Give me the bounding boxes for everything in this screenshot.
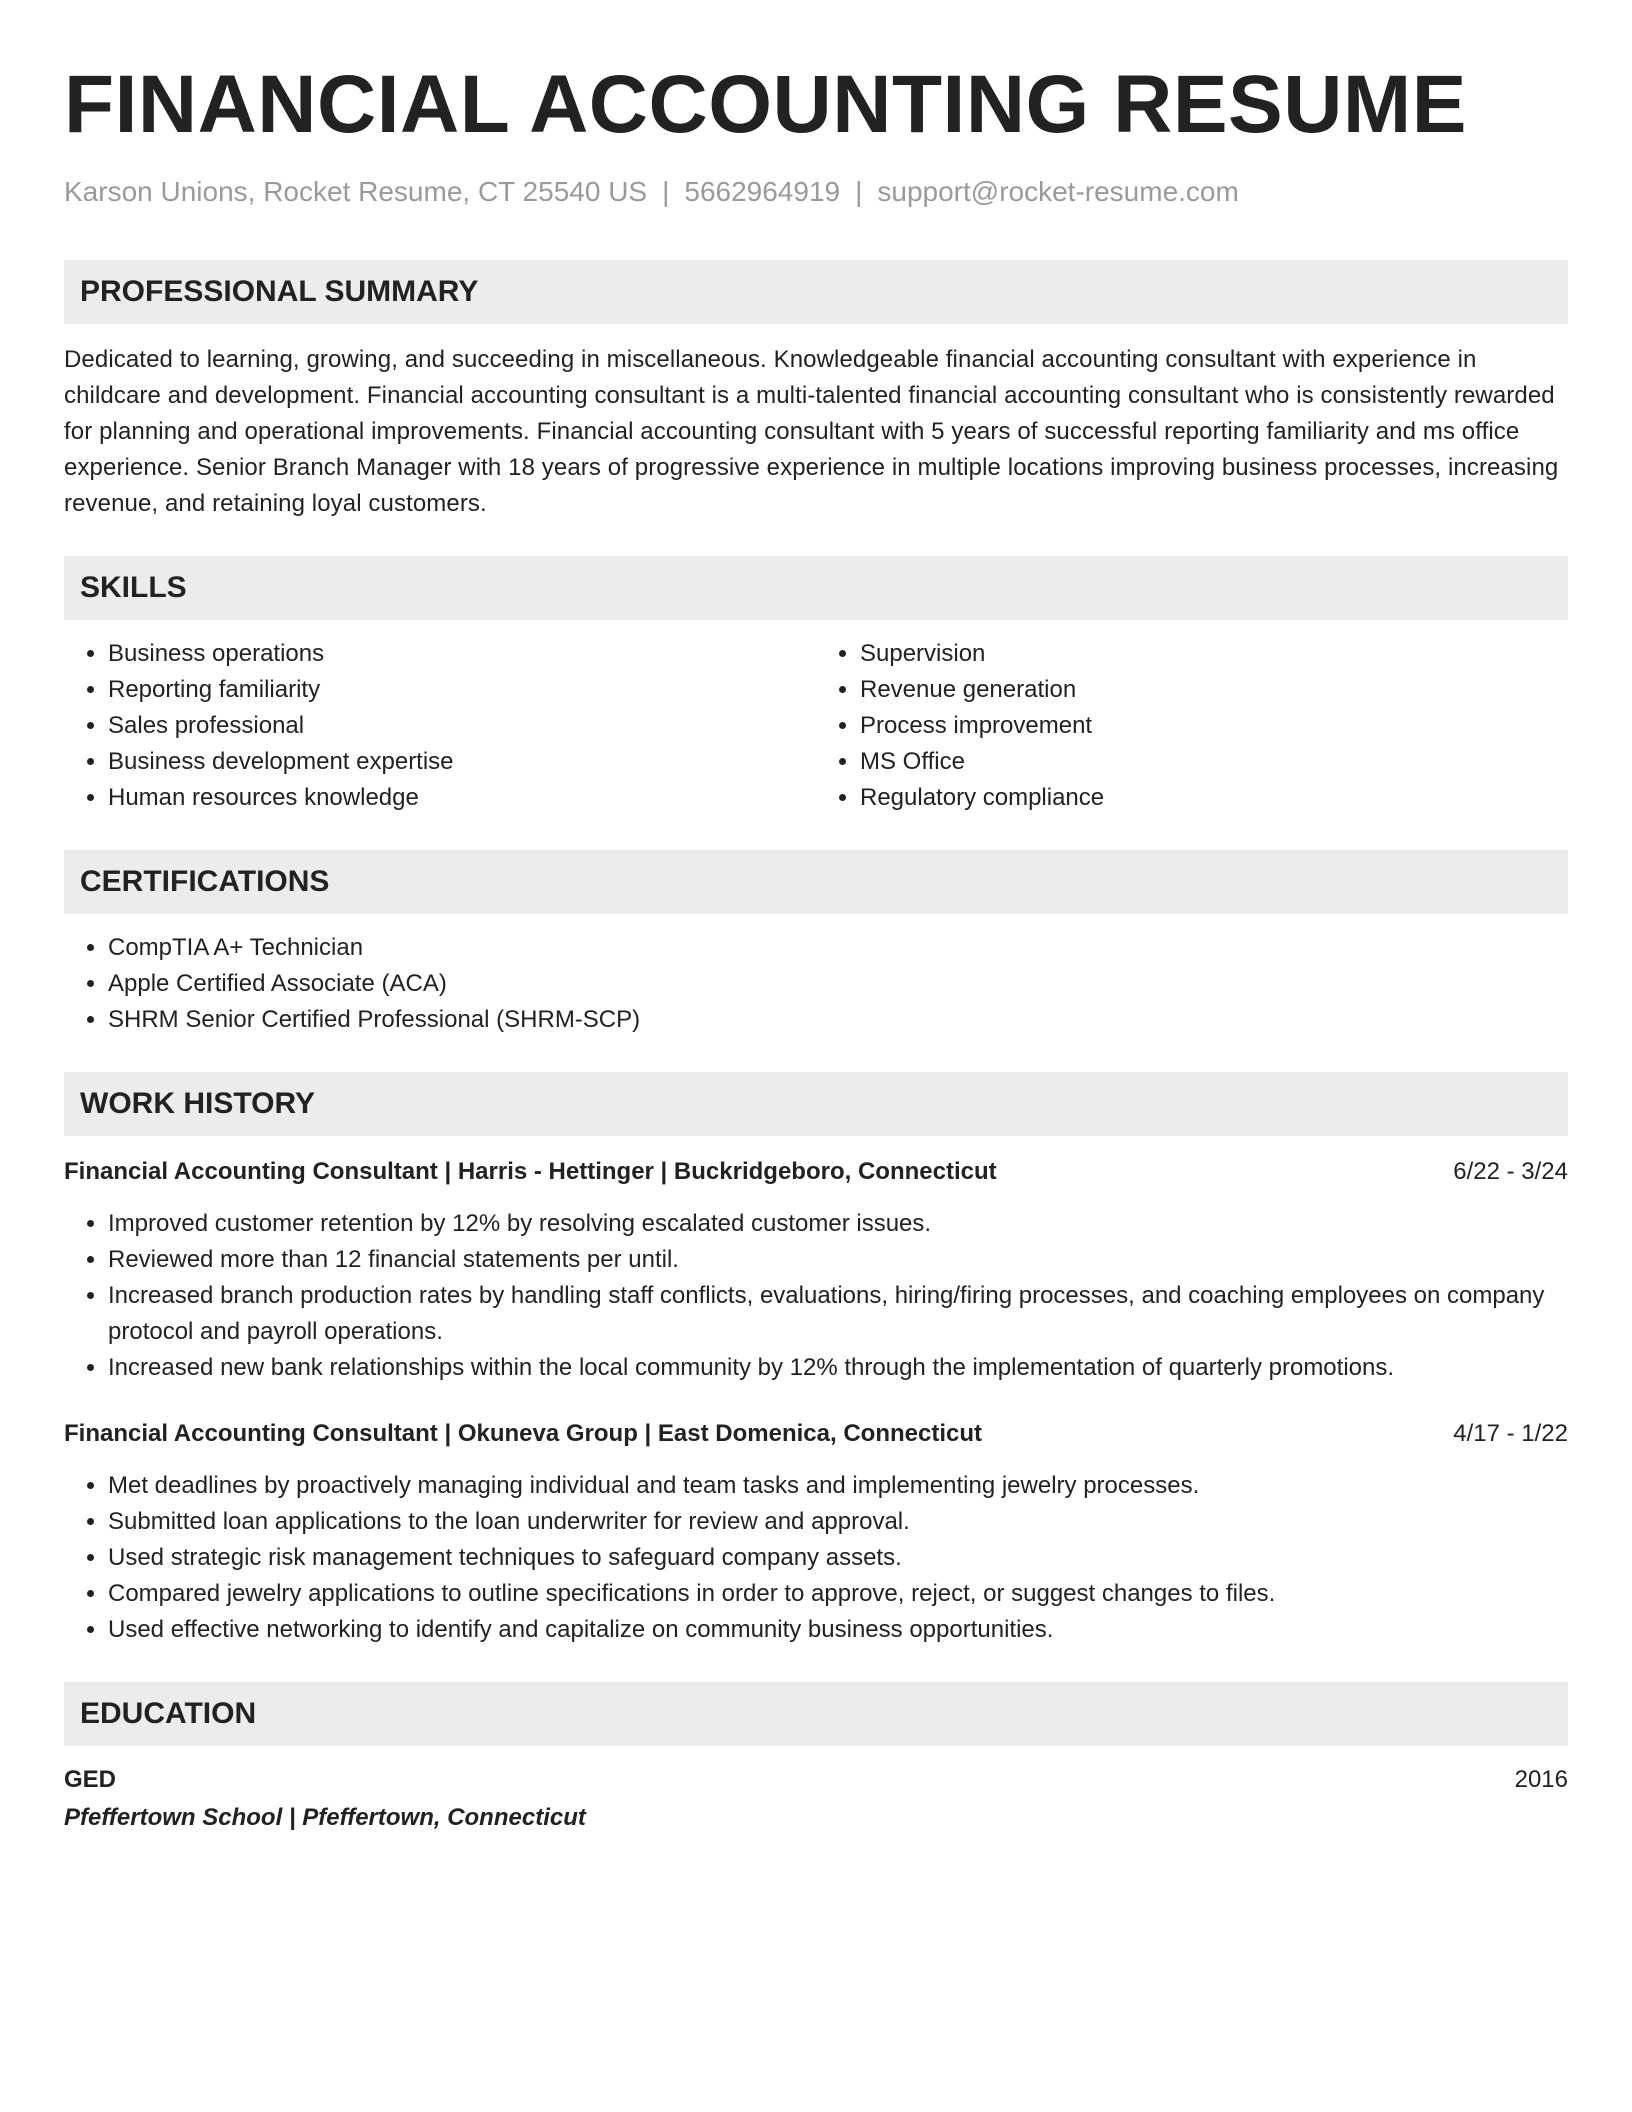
job-header <box>64 1416 1568 1452</box>
certifications-list <box>64 930 1568 1038</box>
section-heading-summary: PROFESSIONAL SUMMARY <box>64 260 1568 324</box>
section-heading-certifications: CERTIFICATIONS <box>64 850 1568 914</box>
education-school: Pfeffertown School | Pfeffertown, Connecticut <box>64 1804 586 1831</box>
skills-columns <box>64 620 1568 816</box>
certification-item: • SHRM Senior Certified Professional (SHRM-SCP) <box>108 1002 1568 1038</box>
skill-item: • Supervision <box>860 636 1568 672</box>
education-row <box>64 1762 1568 1798</box>
skill-item: • Revenue generation <box>860 672 1568 708</box>
job-bullet: • Used effective networking to identify and capitalize on community business opportunities. <box>108 1612 1568 1648</box>
section-heading-work-history: WORK HISTORY <box>64 1072 1568 1136</box>
skill-item: • Business development expertise <box>108 744 816 780</box>
education-year: 2016 <box>1514 1766 1568 1793</box>
contact-email: support@rocket-resume.com <box>877 176 1239 207</box>
contact-line <box>64 174 1568 210</box>
summary-text: Dedicated to learning, growing, and succeeding in miscellaneous. Knowledgeable financial accounting consultant with experience in childcare and development. Financial accounting consultant is a multi-talented financial accounting consultant who is consistently rewarded for planning and operational improvements. Financial accounting consultant with 5 years of successful reporting familiarity and ms office experience. Senior Branch Manager with 18 years of progressive experience in multiple locations improving business processes, increasing revenue, and retaining loyal customers. <box>64 346 1559 517</box>
job-bullets <box>64 1468 1568 1648</box>
section-heading-skills: SKILLS <box>64 556 1568 620</box>
job-bullets <box>64 1206 1568 1386</box>
job-title: Financial Accounting Consultant | Harris - Hettinger | Buckridgeboro, Connecticut <box>64 1158 997 1185</box>
skill-item: • Sales professional <box>108 708 816 744</box>
skills-list-right <box>816 636 1568 816</box>
contact-separator: | <box>662 176 670 207</box>
job-bullet: • Used strategic risk management techniques to safeguard company assets. <box>108 1540 1568 1576</box>
job-bullet: • Compared jewelry applications to outline specifications in order to approve, reject, or suggest changes to files. <box>108 1576 1568 1612</box>
skill-item: • Business operations <box>108 636 816 672</box>
job-dates: 4/17 - 1/22 <box>1453 1420 1568 1447</box>
job-dates: 6/22 - 3/24 <box>1453 1158 1568 1185</box>
certification-item: • CompTIA A+ Technician <box>108 930 1568 966</box>
job-bullet: • Submitted loan applications to the loan underwriter for review and approval. <box>108 1504 1568 1540</box>
resume-title: FINANCIAL ACCOUNTING RESUME <box>64 59 1467 150</box>
skill-item: • MS Office <box>860 744 1568 780</box>
skill-item: • Reporting familiarity <box>108 672 816 708</box>
job-title: Financial Accounting Consultant | Okuneva Group | East Domenica, Connecticut <box>64 1420 982 1447</box>
job-header <box>64 1154 1568 1190</box>
skill-item: • Process improvement <box>860 708 1568 744</box>
job-bullet: • Increased new bank relationships within the local community by 12% through the implementation of quarterly promotions. <box>108 1350 1568 1386</box>
education-degree: GED <box>64 1766 117 1793</box>
certification-item: • Apple Certified Associate (ACA) <box>108 966 1568 1002</box>
job-bullet: • Increased branch production rates by handling staff conflicts, evaluations, hiring/firing processes, and coaching employees on company protocol and payroll operations. <box>108 1278 1568 1350</box>
skill-item: • Human resources knowledge <box>108 780 816 816</box>
contact-phone: 5662964919 <box>684 176 841 207</box>
skill-item: • Regulatory compliance <box>860 780 1568 816</box>
skills-list-left <box>64 636 816 816</box>
section-heading-education: EDUCATION <box>64 1682 1568 1746</box>
contact-address: Karson Unions, Rocket Resume, CT 25540 US <box>64 176 648 207</box>
contact-separator: | <box>855 176 863 207</box>
job-bullet: • Improved customer retention by 12% by resolving escalated customer issues. <box>108 1206 1568 1242</box>
job-bullet: • Reviewed more than 12 financial statements per until. <box>108 1242 1568 1278</box>
job-bullet: • Met deadlines by proactively managing individual and team tasks and implementing jewelry processes. <box>108 1468 1568 1504</box>
